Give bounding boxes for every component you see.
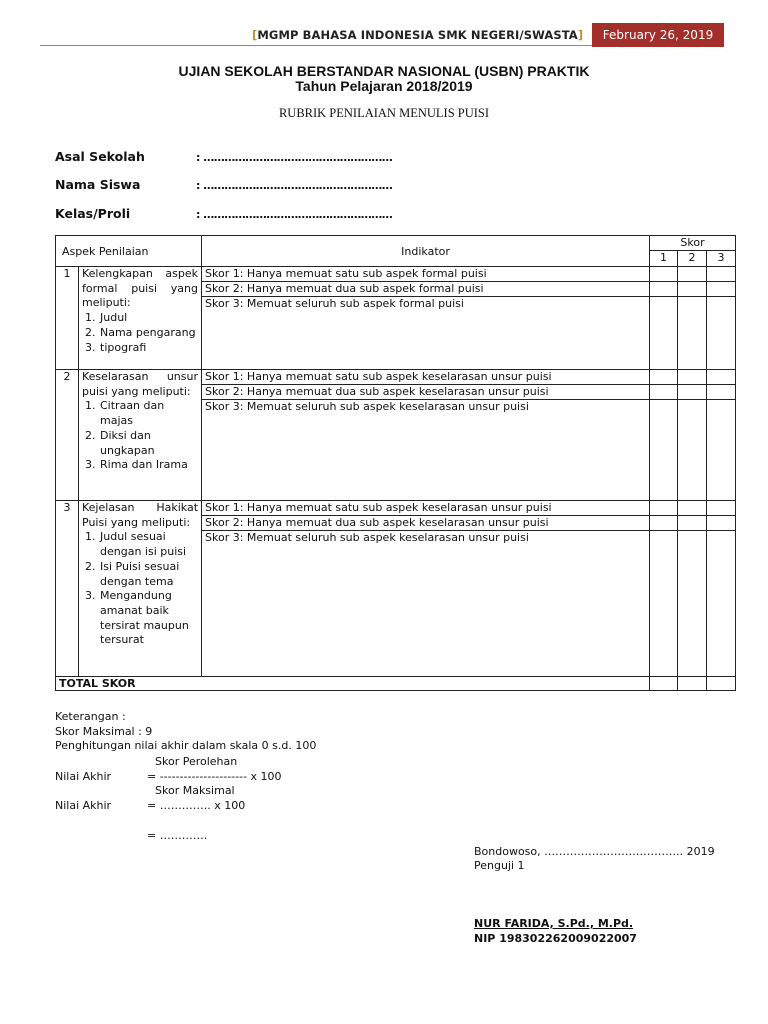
score-cell[interactable]: [650, 385, 678, 400]
score-cell[interactable]: [650, 297, 678, 370]
aspect-list: [82, 530, 198, 648]
aspect-cell: [79, 501, 202, 677]
indicator-cell: Skor 1: Hanya memuat satu sub aspek keselarasan unsur puisi: [202, 501, 650, 516]
header-skor-2: 2: [678, 250, 707, 266]
score-cell[interactable]: [650, 370, 678, 385]
label-nilai-akhir-2: Nilai Akhir: [55, 799, 112, 812]
row-number: 2: [56, 370, 79, 501]
indicator-cell: Skor 2: Hanya memuat dua sub aspek formal puisi: [202, 282, 650, 297]
header-skor: Skor: [650, 236, 736, 251]
label-skor-perolehan: Skor Perolehan: [155, 755, 238, 768]
total-cell[interactable]: [650, 677, 678, 691]
score-cell[interactable]: [678, 385, 707, 400]
doc-year: Tahun Pelajaran 2018/2019: [295, 78, 473, 94]
indicator-cell: Skor 2: Hanya memuat dua sub aspek keselarasan unsur puisi: [202, 516, 650, 531]
score-cell[interactable]: [707, 531, 736, 677]
row-number: 1: [56, 267, 79, 370]
score-cell[interactable]: [678, 297, 707, 370]
indicator-cell: Skor 1: Hanya memuat satu sub aspek formal puisi: [202, 267, 650, 282]
list-item: 2. Nama pengarang: [85, 325, 196, 339]
score-cell[interactable]: [678, 267, 707, 282]
sign-nip: NIP 198302262009022007: [474, 932, 637, 945]
score-cell[interactable]: [707, 282, 736, 297]
score-cell[interactable]: [678, 282, 707, 297]
score-cell[interactable]: [707, 370, 736, 385]
aspect-list: [82, 311, 198, 355]
sign-name: NUR FARIDA, S.Pd., M.Pd.: [474, 917, 634, 930]
doc-subtitle: RUBRIK PENILAIAN MENULIS PUISI: [278, 106, 490, 120]
list-item: 2. Isi Puisi sesuai dengan tema: [85, 559, 180, 588]
total-cell[interactable]: [678, 677, 707, 691]
formula-line-2: = ………….. x 100: [147, 799, 246, 812]
score-cell[interactable]: [707, 385, 736, 400]
aspect-cell: [79, 267, 202, 370]
header-skor-1: 1: [650, 250, 678, 266]
bracket-open: [: [252, 28, 258, 42]
field-value-class: : ………………………………………………: [196, 208, 393, 221]
indicator-cell: Skor 3: Memuat seluruh sub aspek keselarasan unsur puisi: [202, 531, 650, 677]
rubric-table: [55, 235, 736, 691]
notes-keterangan: Keterangan :: [55, 710, 126, 723]
score-cell[interactable]: [707, 501, 736, 516]
aspect-intro: Keselarasan unsur puisi yang meliputi:: [82, 370, 199, 398]
table-row: [56, 501, 736, 516]
score-cell[interactable]: [678, 501, 707, 516]
aspect-intro: Kejelasan Hakikat Puisi yang meliputi:: [82, 501, 199, 529]
field-value-school: : ………………………………………………: [196, 151, 393, 164]
list-item: 3. Rima dan Irama: [85, 458, 188, 472]
sign-role: Penguji 1: [474, 859, 525, 872]
indicator-cell: Skor 3: Memuat seluruh sub aspek formal puisi: [202, 297, 650, 370]
aspect-list: [82, 399, 198, 473]
org-name: MGMP BAHASA INDONESIA SMK NEGERI/SWASTA: [257, 28, 578, 42]
formula-line-1: = ---------------------- x 100: [147, 770, 282, 783]
row-number: 3: [56, 501, 79, 677]
score-cell[interactable]: [650, 531, 678, 677]
score-cell[interactable]: [650, 267, 678, 282]
formula-line-3: = ………….: [147, 829, 208, 842]
score-cell[interactable]: [650, 400, 678, 501]
list-item: 1. Judul: [85, 311, 128, 325]
bracket-close: ]: [577, 28, 584, 42]
header-date: February 26, 2019: [592, 23, 724, 47]
score-cell[interactable]: [650, 501, 678, 516]
list-item: 1. Citraan dan majas: [85, 399, 165, 428]
list-item: 3. tipografi: [85, 340, 147, 354]
table-header-row: [56, 236, 736, 251]
total-cell[interactable]: [707, 677, 736, 691]
header-skor-3: 3: [707, 250, 736, 266]
score-cell[interactable]: [707, 516, 736, 531]
label-nilai-akhir-1: Nilai Akhir: [55, 770, 112, 783]
total-label: TOTAL SKOR: [56, 677, 650, 691]
score-cell[interactable]: [707, 297, 736, 370]
header-rule: [40, 45, 595, 46]
table-row: [56, 370, 736, 385]
list-item: 3. Mengandung amanat baik tersirat maupun tersurat: [85, 589, 189, 647]
score-cell[interactable]: [650, 282, 678, 297]
score-cell[interactable]: [678, 370, 707, 385]
label-skor-maksimal: Skor Maksimal: [155, 784, 235, 797]
notes: [55, 710, 316, 754]
sign-place-date: Bondowoso, ……………………………….. 2019: [474, 845, 715, 858]
indicator-cell: Skor 1: Hanya memuat satu sub aspek keselarasan unsur puisi: [202, 370, 650, 385]
score-cell[interactable]: [678, 516, 707, 531]
indicator-cell: Skor 2: Hanya memuat dua sub aspek keselarasan unsur puisi: [202, 385, 650, 400]
score-cell[interactable]: [650, 516, 678, 531]
field-value-student: : ………………………………………………: [196, 179, 393, 192]
header-indikator: Indikator: [202, 236, 650, 267]
field-label-school: Asal Sekolah: [55, 149, 145, 164]
score-cell[interactable]: [707, 400, 736, 501]
score-cell[interactable]: [707, 267, 736, 282]
notes-skor-maksimal: Skor Maksimal : 9: [55, 724, 153, 738]
field-label-student: Nama Siswa: [55, 177, 141, 192]
header-aspek: Aspek Penilaian: [56, 236, 202, 267]
total-row: [56, 677, 736, 691]
indicator-cell: Skor 3: Memuat seluruh sub aspek keselarasan unsur puisi: [202, 400, 650, 501]
notes-penghitungan: Penghitungan nilai akhir dalam skala 0 s.d. 100: [55, 739, 317, 753]
list-item: 1. Judul sesuai dengan isi puisi: [85, 530, 187, 559]
list-item: 2. Diksi dan ungkapan: [85, 428, 155, 457]
aspect-cell: [79, 370, 202, 501]
table-row: [56, 267, 736, 282]
aspect-intro: Kelengkapan aspek formal puisi yang meliputi:: [82, 267, 199, 310]
score-cell[interactable]: [678, 400, 707, 501]
score-cell[interactable]: [678, 531, 707, 677]
header-org: [252, 28, 583, 42]
doc-title: UJIAN SEKOLAH BERSTANDAR NASIONAL (USBN) PRAKTIK: [178, 63, 590, 79]
field-label-class: Kelas/Proli: [55, 206, 131, 221]
